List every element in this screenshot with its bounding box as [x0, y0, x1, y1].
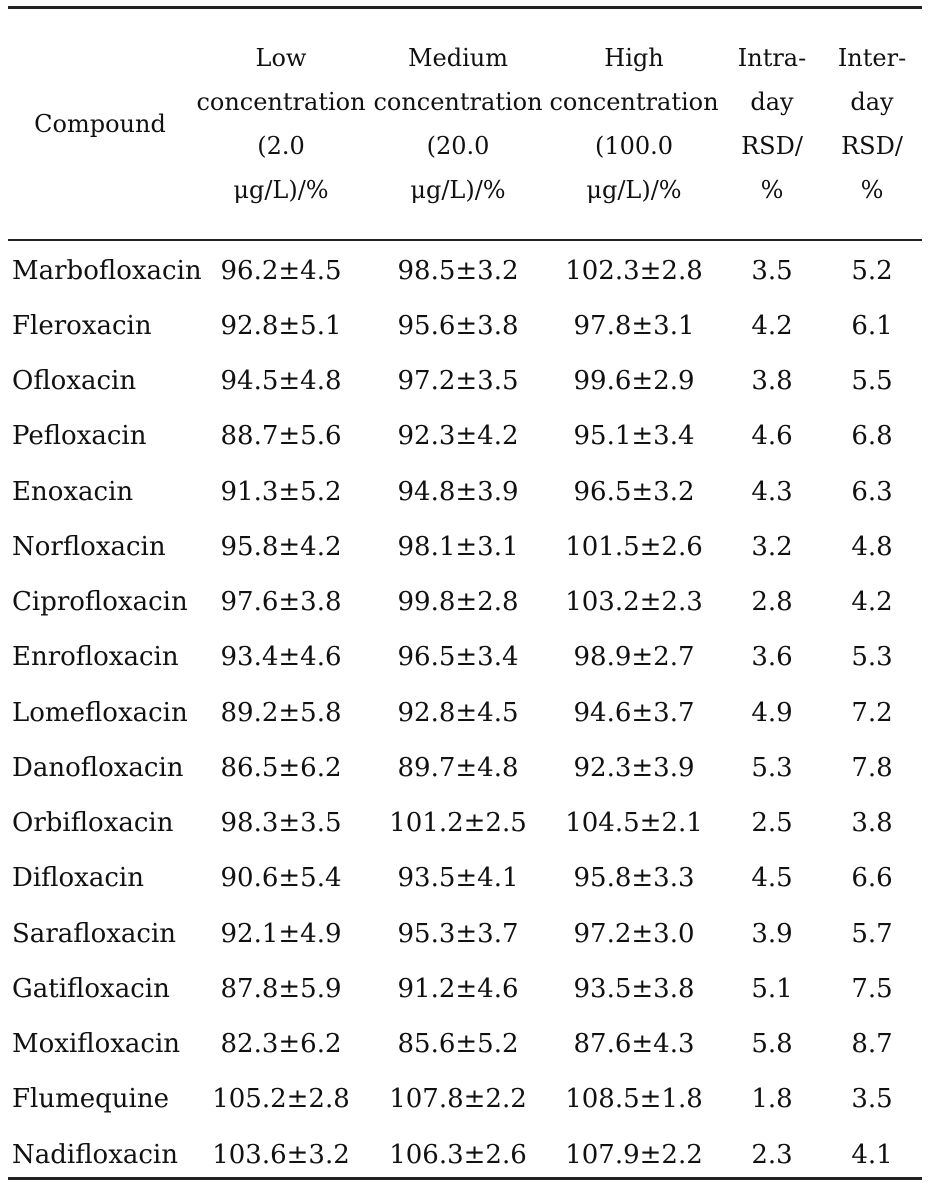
cell-medium-recovery: 92.3±4.2 — [397, 421, 519, 452]
cell-compound: Difloxacin — [12, 863, 144, 894]
cell-inter-day-rsd: 3.8 — [851, 808, 893, 839]
table-row — [8, 239, 922, 298]
cell-inter-day-rsd: 5.2 — [851, 255, 893, 286]
header-line: day — [850, 88, 894, 116]
cell-intra-day-rsd: 3.6 — [751, 642, 793, 673]
header-line: concentration — [196, 88, 366, 116]
header-line: Compound — [34, 110, 166, 138]
table-row — [8, 740, 922, 795]
cell-high-recovery: 97.2±3.0 — [573, 918, 695, 949]
cell-intra-day-rsd: 3.5 — [751, 255, 793, 286]
cell-compound: Gatifloxacin — [12, 973, 170, 1004]
cell-low-recovery: 91.3±5.2 — [220, 476, 342, 507]
cell-medium-recovery: 98.1±3.1 — [397, 531, 519, 562]
table-row — [8, 519, 922, 574]
cell-high-recovery: 97.8±3.1 — [573, 310, 695, 341]
cell-medium-recovery: 94.8±3.9 — [397, 476, 519, 507]
table-row — [8, 685, 922, 740]
table-body — [8, 239, 922, 1182]
header-line: day — [750, 88, 794, 116]
cell-compound: Ofloxacin — [12, 366, 137, 397]
cell-medium-recovery: 95.6±3.8 — [397, 310, 519, 341]
cell-inter-day-rsd: 7.5 — [851, 973, 893, 1004]
cell-low-recovery: 103.6±3.2 — [212, 1139, 350, 1170]
header-compound — [8, 9, 192, 239]
cell-compound: Fleroxacin — [12, 310, 152, 341]
table-row — [8, 796, 922, 851]
header-row — [8, 9, 922, 239]
cell-low-recovery: 98.3±3.5 — [220, 808, 342, 839]
cell-low-recovery: 97.6±3.8 — [220, 587, 342, 618]
cell-inter-day-rsd: 7.2 — [851, 697, 893, 728]
cell-medium-recovery: 85.6±5.2 — [397, 1029, 519, 1060]
cell-compound: Enrofloxacin — [12, 642, 179, 673]
cell-inter-day-rsd: 4.8 — [851, 531, 893, 562]
cell-inter-day-rsd: 5.7 — [851, 918, 893, 949]
cell-intra-day-rsd: 5.3 — [751, 752, 793, 783]
cell-high-recovery: 102.3±2.8 — [565, 255, 703, 286]
header-line: Inter- — [837, 44, 907, 72]
cell-medium-recovery: 106.3±2.6 — [389, 1139, 527, 1170]
cell-medium-recovery: 93.5±4.1 — [397, 863, 519, 894]
cell-intra-day-rsd: 5.1 — [751, 973, 793, 1004]
cell-compound: Norfloxacin — [12, 531, 166, 562]
cell-compound: Danofloxacin — [12, 752, 184, 783]
header-line: (2.0 — [257, 132, 305, 160]
header-line: RSD/ — [741, 132, 803, 160]
cell-low-recovery: 90.6±5.4 — [220, 863, 342, 894]
table-row — [8, 464, 922, 519]
header-medium-concentration — [370, 9, 546, 239]
cell-intra-day-rsd: 1.8 — [751, 1084, 793, 1115]
cell-high-recovery: 98.9±2.7 — [573, 642, 695, 673]
header-inter-day-rsd — [822, 9, 922, 239]
cell-medium-recovery: 98.5±3.2 — [397, 255, 519, 286]
header-line: (20.0 — [426, 132, 490, 160]
table-row — [8, 630, 922, 685]
cell-inter-day-rsd: 6.3 — [851, 476, 893, 507]
header-line: RSD/ — [841, 132, 903, 160]
cell-compound: Ciprofloxacin — [12, 587, 188, 618]
cell-compound: Moxifloxacin — [12, 1029, 181, 1060]
cell-intra-day-rsd: 3.9 — [751, 918, 793, 949]
cell-low-recovery: 87.8±5.9 — [220, 973, 342, 1004]
header-intra-day-rsd — [722, 9, 822, 239]
cell-intra-day-rsd: 4.2 — [751, 310, 793, 341]
table-row — [8, 1127, 922, 1182]
cell-inter-day-rsd: 4.2 — [851, 587, 893, 618]
header-line: concentration — [373, 88, 543, 116]
table-row — [8, 298, 922, 353]
cell-high-recovery: 92.3±3.9 — [573, 752, 695, 783]
cell-intra-day-rsd: 3.8 — [751, 366, 793, 397]
cell-medium-recovery: 99.8±2.8 — [397, 587, 519, 618]
cell-medium-recovery: 107.8±2.2 — [389, 1084, 527, 1115]
header-line: μg/L)/% — [233, 176, 329, 204]
cell-intra-day-rsd: 2.3 — [751, 1139, 793, 1170]
cell-compound: Lomefloxacin — [12, 697, 188, 728]
cell-high-recovery: 103.2±2.3 — [565, 587, 703, 618]
cell-intra-day-rsd: 4.9 — [751, 697, 793, 728]
cell-compound: Enoxacin — [12, 476, 134, 507]
cell-low-recovery: 95.8±4.2 — [220, 531, 342, 562]
cell-low-recovery: 89.2±5.8 — [220, 697, 342, 728]
header-high-concentration — [546, 9, 722, 239]
cell-high-recovery: 93.5±3.8 — [573, 973, 695, 1004]
header-line: Intra- — [737, 44, 807, 72]
cell-medium-recovery: 91.2±4.6 — [397, 973, 519, 1004]
cell-compound: Sarafloxacin — [12, 918, 177, 949]
cell-intra-day-rsd: 3.2 — [751, 531, 793, 562]
header-line: % — [860, 176, 884, 204]
cell-low-recovery: 105.2±2.8 — [212, 1084, 350, 1115]
cell-medium-recovery: 97.2±3.5 — [397, 366, 519, 397]
cell-inter-day-rsd: 4.1 — [851, 1139, 893, 1170]
header-line: High — [604, 44, 664, 72]
cell-inter-day-rsd: 3.5 — [851, 1084, 893, 1115]
cell-inter-day-rsd: 5.3 — [851, 642, 893, 673]
cell-medium-recovery: 101.2±2.5 — [389, 808, 527, 839]
cell-high-recovery: 108.5±1.8 — [565, 1084, 703, 1115]
cell-compound: Nadifloxacin — [12, 1139, 178, 1170]
cell-high-recovery: 96.5±3.2 — [573, 476, 695, 507]
cell-intra-day-rsd: 2.5 — [751, 808, 793, 839]
cell-high-recovery: 101.5±2.6 — [565, 531, 703, 562]
cell-medium-recovery: 89.7±4.8 — [397, 752, 519, 783]
cell-intra-day-rsd: 4.6 — [751, 421, 793, 452]
cell-inter-day-rsd: 6.6 — [851, 863, 893, 894]
cell-inter-day-rsd: 6.8 — [851, 421, 893, 452]
cell-low-recovery: 92.8±5.1 — [220, 310, 342, 341]
header-line: μg/L)/% — [410, 176, 506, 204]
cell-intra-day-rsd: 2.8 — [751, 587, 793, 618]
cell-inter-day-rsd: 8.7 — [851, 1029, 893, 1060]
cell-high-recovery: 95.8±3.3 — [573, 863, 695, 894]
cell-high-recovery: 95.1±3.4 — [573, 421, 695, 452]
cell-low-recovery: 86.5±6.2 — [220, 752, 342, 783]
header-low-concentration — [192, 9, 370, 239]
cell-medium-recovery: 95.3±3.7 — [397, 918, 519, 949]
header-line: concentration — [549, 88, 719, 116]
cell-intra-day-rsd: 5.8 — [751, 1029, 793, 1060]
cell-compound: Marbofloxacin — [12, 255, 202, 286]
cell-high-recovery: 99.6±2.9 — [573, 366, 695, 397]
header-line: μg/L)/% — [586, 176, 682, 204]
table-row — [8, 906, 922, 961]
cell-low-recovery: 94.5±4.8 — [220, 366, 342, 397]
cell-high-recovery: 107.9±2.2 — [565, 1139, 703, 1170]
table-row — [8, 1017, 922, 1072]
cell-inter-day-rsd: 7.8 — [851, 752, 893, 783]
header-line: Medium — [407, 44, 509, 72]
cell-low-recovery: 96.2±4.5 — [220, 255, 342, 286]
header-line: Low — [255, 44, 307, 72]
cell-medium-recovery: 96.5±3.4 — [397, 642, 519, 673]
table-row — [8, 575, 922, 630]
table-row — [8, 354, 922, 409]
cell-low-recovery: 88.7±5.6 — [220, 421, 342, 452]
table-row — [8, 851, 922, 906]
table-row — [8, 409, 922, 464]
cell-compound: Pefloxacin — [12, 421, 147, 452]
cell-low-recovery: 92.1±4.9 — [220, 918, 342, 949]
cell-high-recovery: 104.5±2.1 — [565, 808, 703, 839]
cell-low-recovery: 82.3±6.2 — [220, 1029, 342, 1060]
recovery-table — [8, 9, 922, 1182]
table-row — [8, 961, 922, 1016]
header-line: (100.0 — [594, 132, 674, 160]
cell-compound: Flumequine — [12, 1084, 169, 1115]
cell-low-recovery: 93.4±4.6 — [220, 642, 342, 673]
header-line: % — [760, 176, 784, 204]
cell-high-recovery: 87.6±4.3 — [573, 1029, 695, 1060]
cell-high-recovery: 94.6±3.7 — [573, 697, 695, 728]
cell-intra-day-rsd: 4.3 — [751, 476, 793, 507]
cell-inter-day-rsd: 5.5 — [851, 366, 893, 397]
cell-inter-day-rsd: 6.1 — [851, 310, 893, 341]
table-row — [8, 1072, 922, 1127]
cell-medium-recovery: 92.8±4.5 — [397, 697, 519, 728]
cell-intra-day-rsd: 4.5 — [751, 863, 793, 894]
cell-compound: Orbifloxacin — [12, 808, 174, 839]
